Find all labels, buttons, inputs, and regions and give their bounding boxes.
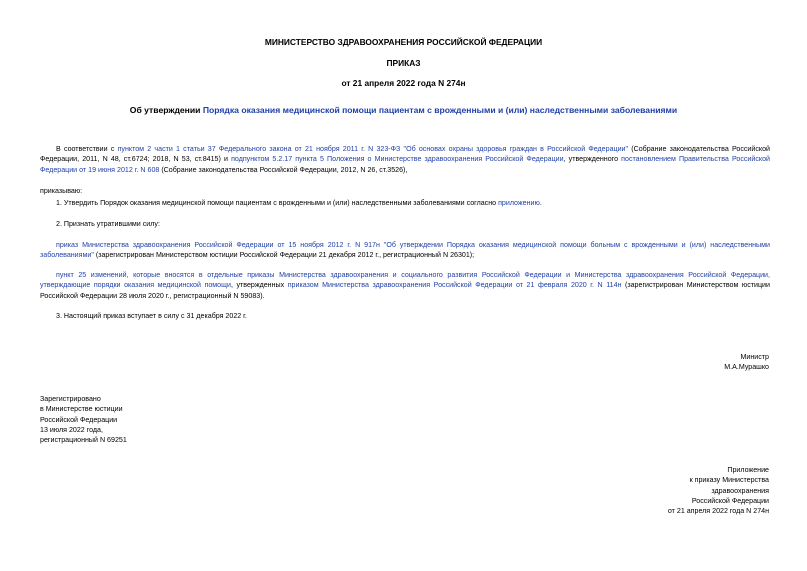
- title-prefix: Об утверждении: [129, 105, 201, 115]
- appendix-line: здравоохранения: [711, 486, 769, 495]
- order-word: приказываю:: [40, 187, 83, 195]
- appendix-link[interactable]: приложению: [498, 199, 540, 207]
- appendix-line: Приложение: [727, 466, 769, 474]
- intro-paragraph: [40, 144, 770, 175]
- intro-decree-link[interactable]: постановлением Правительства Российской Федерации от 19 июня 2012 г. N 608: [40, 155, 770, 174]
- intro-law-link[interactable]: пунктом 2 части 1 статьи 37 Федерального закона от 21 ноября 2011 г. N 323-ФЗ "Об основах охраны здоровья граждан в Российской Федерации": [117, 145, 629, 153]
- appendix-line: от 21 апреля 2022 года N 274н: [667, 507, 769, 516]
- signature-position: Министр: [740, 353, 769, 361]
- registration-line: Российской Федерации: [40, 415, 118, 424]
- doc-type-heading: ПРИКАЗ: [386, 58, 421, 68]
- appendix-line: Российской Федерации: [691, 496, 769, 505]
- registration-line: в Министерстве юстиции: [40, 405, 123, 414]
- repeal-2-link-1[interactable]: пункт 25 изменений, которые вносятся в отдельные приказы Министерства здравоохранения и социального развития Российской Федерации и Министерства здравоохранения Российской Федерации, утверждающие порядки оказания медицинской помощи: [40, 271, 770, 290]
- signature-block: [724, 352, 769, 373]
- repeal-2-link-2[interactable]: приказом Министерства здравоохранения Российской Федерации от 21 февраля 2020 г. N 114н: [287, 281, 622, 290]
- item-1: [40, 198, 770, 208]
- repeal-item-1: [40, 240, 770, 261]
- appendix-block: [668, 465, 769, 516]
- intro-text-2: (Собрание законодательства Российской Федерации, 2011, N 48, ст.6724; 2018, N 53, ст.8415) и: [40, 145, 770, 164]
- registration-line: 13 июля 2022 года,: [40, 425, 103, 434]
- signature-name: М.А.Мурашко: [724, 363, 769, 372]
- document-title: [0, 104, 807, 116]
- item-2: 2. Признать утратившими силу:: [56, 220, 160, 228]
- registration-line: Зарегистрировано: [40, 395, 101, 403]
- appendix-line: к приказу Министерства: [689, 476, 769, 485]
- item-3: 3. Настоящий приказ вступает в силу с 31 декабря 2022 г.: [56, 312, 247, 320]
- intro-text-1: В соответствии с: [56, 145, 118, 153]
- repeal-item-2: [40, 270, 770, 301]
- title-link[interactable]: Порядка оказания медицинской помощи пациентам с врожденными и (или) наследственными заболеваниями: [202, 105, 678, 115]
- repeal-1-link[interactable]: приказ Министерства здравоохранения Российской Федерации от 15 ноября 2012 г. N 917н "Об утверждении Порядка оказания медицинской помощи больным с врожденными и (или) наследственными заболеваниями": [40, 241, 770, 260]
- item-1-text: 1. Утвердить Порядок оказания медицинской помощи пациентам с врожденными и (или) наследственными заболеваниями согласно: [56, 199, 499, 207]
- intro-regulation-link[interactable]: подпунктом 5.2.17 пункта 5 Положения о Министерстве здравоохранения Российской Федерации: [231, 155, 564, 164]
- intro-text-4: (Собрание законодательства Российской Федерации, 2012, N 26, ст.3526),: [159, 165, 408, 174]
- doc-date-heading: от 21 апреля 2022 года N 274н: [341, 78, 466, 88]
- intro-text-3: , утвержденного: [563, 155, 622, 164]
- ministry-heading: МИНИСТЕРСТВО ЗДРАВООХРАНЕНИЯ РОССИЙСКОЙ ФЕДЕРАЦИИ: [264, 37, 543, 47]
- registration-line: регистрационный N 69251: [40, 436, 127, 445]
- item-1-end: .: [539, 199, 542, 207]
- repeal-1-text: (зарегистрирован Министерством юстиции Российской Федерации 21 декабря 2012 г., регистрационный N 26301);: [93, 251, 475, 260]
- repeal-2-text-2: (зарегистрирован Министерством юстиции Российской Федерации 28 июля 2020 г., регистрационный N 59083).: [40, 281, 770, 300]
- registration-block: [40, 394, 127, 445]
- repeal-2-text-1: , утвержденных: [230, 281, 288, 290]
